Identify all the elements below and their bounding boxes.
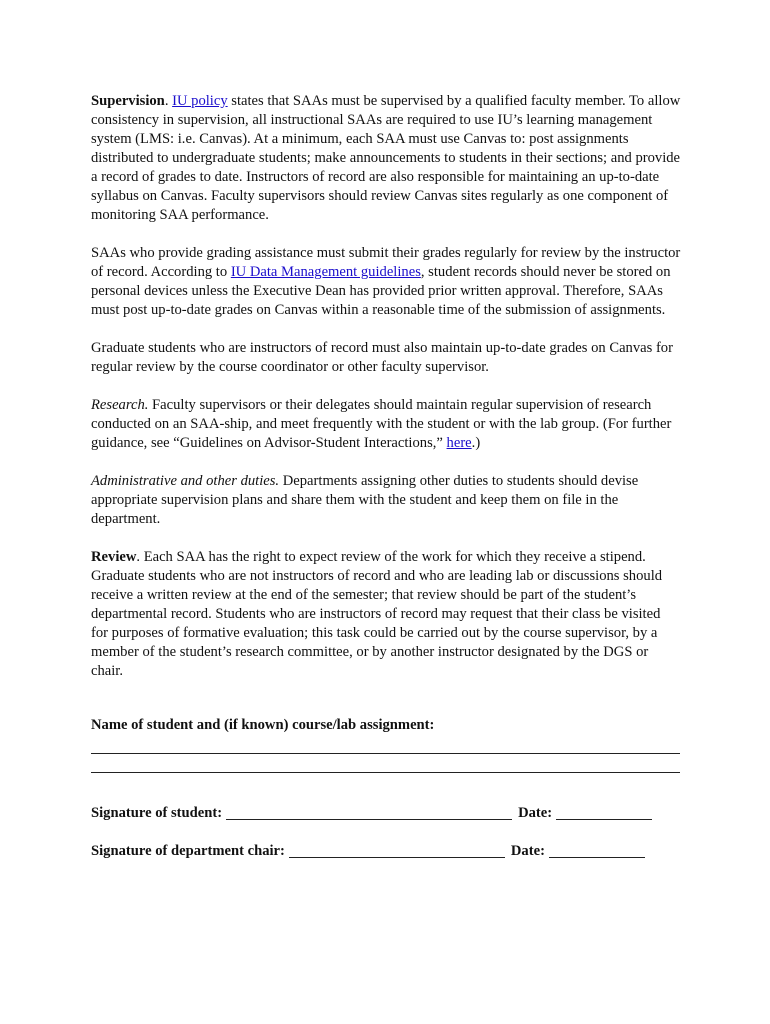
admin-heading: Administrative and other duties. — [91, 473, 280, 489]
research-paragraph: Research. Faculty supervisors or their delegates should maintain regular supervision of research conducted on an SAA-ship, and meet frequently with the student or with the lab group. (For further guidance, see “Guidelines on Advisor-Student Interactions,” here.) — [91, 397, 672, 451]
supervision-text: states that SAAs must be supervised by a qualified faculty member. To allow consistency in supervision, all instructional SAAs are required to use IU’s learning management system (LMS: i.e. Canvas). At a minimum, each SAA must use Canvas to: post assignments distributed to undergraduate students; make announcements to students in their sections; and provide a record of grades to date. Instructors of record are also responsible for maintaining an up-to-date syllabus on Canvas. Faculty supervisors should review Canvas sites regularly as one component of monitoring SAA performance. — [91, 93, 681, 223]
review-heading: Review — [91, 549, 137, 565]
chair-signature-field[interactable] — [289, 843, 505, 858]
student-date-label: Date: — [518, 805, 553, 821]
chair-date-label: Date: — [510, 843, 545, 859]
name-field-label: Name of student and (if known) course/lab assignment: — [91, 717, 435, 733]
iu-policy-link[interactable]: IU policy — [172, 93, 228, 109]
grading-paragraph: SAAs who provide grading assistance must submit their grades regularly for review by the instructor of record. According to IU Data Management guidelines, student records should never be stored on personal devices unless the Executive Dean has provided prior written approval. Therefore, SAAs must post up-to-date grades on Canvas within a reasonable time of the submission of assignments. — [91, 245, 681, 318]
graduate-paragraph: Graduate students who are instructors of record must also maintain up-to-date grades on Canvas for regular review by the course coordinator or other faculty supervisor. — [91, 340, 673, 375]
student-date-field[interactable] — [556, 805, 652, 820]
data-management-link[interactable]: IU Data Management guidelines — [230, 264, 421, 280]
supervision-paragraph: Supervision. IU policy states that SAAs must be supervised by a qualified faculty member. To allow consistency in supervision, all instructional SAAs are required to use IU’s learning management system (LMS: i.e. Canvas). At a minimum, each SAA must use Canvas to: post assignments distributed to undergraduate students; make announcements to students in their sections; and provide a record of grades to date. Instructors of record are also responsible for maintaining an up-to-date syllabus on Canvas. Faculty supervisors should review Canvas sites regularly as one component of monitoring SAA performance. — [91, 93, 681, 223]
admin-paragraph: Administrative and other duties. Departments assigning other duties to students should devise appropriate supervision plans and share them with the student and keep them on file in the department. — [91, 473, 639, 527]
supervision-heading: Supervision — [91, 93, 165, 109]
name-field-line-1[interactable] — [91, 753, 680, 754]
chair-date-field[interactable] — [549, 843, 645, 858]
chair-signature-row — [91, 842, 681, 861]
student-signature-field[interactable] — [226, 805, 512, 820]
guidelines-here-link[interactable]: here — [446, 435, 472, 451]
document-page — [91, 92, 681, 861]
student-signature-label: Signature of student: — [91, 805, 223, 821]
name-field-line-2[interactable] — [91, 772, 680, 773]
review-paragraph: Review. Each SAA has the right to expect review of the work for which they receive a stipend. Graduate students who are not instructors of record and who are leading lab or discussions should receive a written review at the end of the semester; that review should be part of the student’s departmental record. Students who are instructors of record may request that their class be visited for purposes of formative evaluation; this task could be carried out by the course supervisor, by a member of the student’s research committee, or by another instructor designated by the DGS or chair. — [91, 549, 663, 679]
student-signature-row — [91, 804, 681, 823]
chair-signature-label: Signature of department chair: — [91, 843, 285, 859]
research-heading: Research. — [91, 397, 149, 413]
